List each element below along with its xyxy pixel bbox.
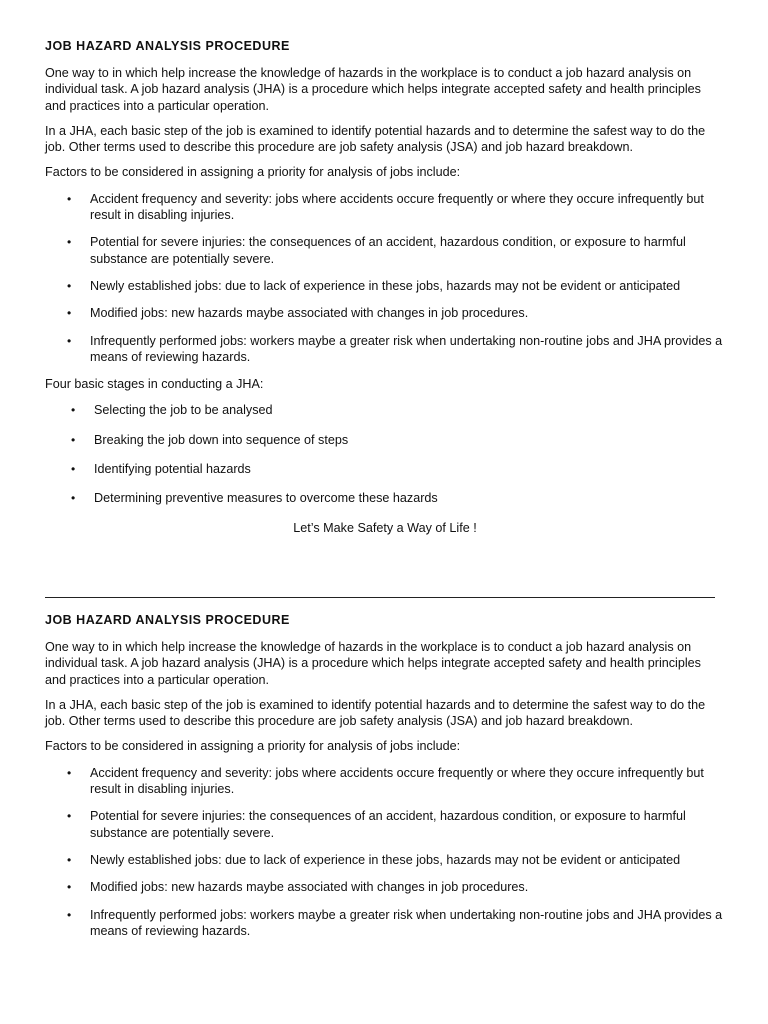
list-item (45, 879, 725, 895)
bullet-icon: • (71, 432, 76, 447)
bullet-icon: • (67, 235, 72, 250)
stages-list (45, 402, 725, 506)
list-item (45, 278, 725, 294)
list-item-text: Newly established jobs: due to lack of experience in these jobs, hazards may not be evident or anticipated (90, 278, 681, 293)
section-divider (45, 597, 715, 598)
list-item-text: Newly established jobs: due to lack of experience in these jobs, hazards may not be evident or anticipated (90, 852, 681, 867)
intro-paragraph: One way to in which help increase the knowledge of hazards in the workplace is to conduct a job hazard analysis on individual task. A job hazard analysis (JHA) is a procedure which helps integrate accepted safety and health principles and practices into a particular operation. (45, 66, 701, 113)
list-item-text: Accident frequency and severity: jobs where accidents occure frequently or where they occure infrequently but result in disabling injuries. (90, 191, 704, 223)
safety-tagline: Let’s Make Safety a Way of Life ! (293, 520, 477, 535)
bullet-icon: • (67, 333, 72, 348)
intro-paragraph: One way to in which help increase the knowledge of hazards in the workplace is to conduct a job hazard analysis on individual task. A job hazard analysis (JHA) is a procedure which helps integrate accepted safety and health principles and practices into a particular operation. (45, 640, 701, 687)
bullet-icon: • (67, 306, 72, 321)
bullet-icon: • (67, 278, 72, 293)
procedure-section-bottom (45, 612, 725, 950)
section-heading: JOB HAZARD ANALYSIS PROCEDURE (45, 613, 290, 627)
list-item (45, 808, 725, 841)
list-item (45, 402, 725, 418)
list-item (45, 765, 725, 798)
list-item-text: Selecting the job to be analysed (94, 403, 273, 418)
list-item-text: Identifying potential hazards (94, 462, 251, 477)
bullet-icon: • (71, 462, 76, 477)
bullet-icon: • (67, 809, 72, 824)
factors-list (45, 765, 725, 939)
list-item-text: Breaking the job down into sequence of steps (94, 432, 349, 447)
list-item-text: Modified jobs: new hazards maybe associated with changes in job procedures. (90, 306, 529, 321)
list-item-text: Potential for severe injuries: the consequences of an accident, hazardous condition, or exposure to harmful substance are potentially severe. (90, 235, 686, 266)
bullet-icon: • (67, 191, 72, 206)
factors-intro: Factors to be considered in assigning a priority for analysis of jobs include: (45, 739, 461, 754)
list-item (45, 432, 725, 448)
list-item-text: Potential for severe injuries: the consequences of an accident, hazardous condition, or exposure to harmful substance are potentially severe. (90, 809, 686, 840)
list-item (45, 907, 725, 940)
bullet-icon: • (67, 907, 72, 922)
section-heading: JOB HAZARD ANALYSIS PROCEDURE (45, 39, 290, 53)
list-item-text: Infrequently performed jobs: workers maybe a greater risk when undertaking non-routine jobs and JHA provides a means of reviewing hazards. (90, 907, 723, 938)
list-item (45, 852, 725, 868)
list-item-text: Determining preventive measures to overcome these hazards (94, 491, 438, 506)
bullet-icon: • (67, 880, 72, 895)
bullet-icon: • (67, 765, 72, 780)
list-item (45, 191, 725, 224)
jha-description-paragraph: In a JHA, each basic step of the job is examined to identify potential hazards and to determine the safest way to do the job. Other terms used to describe this procedure are job safety analysis (JSA) and job hazard breakdown. (45, 697, 706, 729)
list-item (45, 461, 725, 477)
factors-intro: Factors to be considered in assigning a priority for analysis of jobs include: (45, 165, 461, 180)
procedure-section-top (45, 38, 725, 536)
jha-description-paragraph: In a JHA, each basic step of the job is examined to identify potential hazards and to determine the safest way to do the job. Other terms used to describe this procedure are job safety analysis (JSA) and job hazard breakdown. (45, 123, 706, 155)
list-item-text: Accident frequency and severity: jobs where accidents occure frequently or where they occure infrequently but result in disabling injuries. (90, 765, 704, 797)
list-item-text: Modified jobs: new hazards maybe associated with changes in job procedures. (90, 880, 529, 895)
list-item (45, 490, 725, 506)
list-item-text: Infrequently performed jobs: workers maybe a greater risk when undertaking non-routine jobs and JHA provides a means of reviewing hazards. (90, 333, 723, 364)
stages-intro: Four basic stages in conducting a JHA: (45, 377, 264, 392)
list-item (45, 305, 725, 321)
list-item (45, 333, 725, 366)
list-item (45, 234, 725, 267)
bullet-icon: • (67, 852, 72, 867)
bullet-icon: • (71, 491, 76, 506)
bullet-icon: • (71, 403, 76, 418)
factors-list (45, 191, 725, 365)
